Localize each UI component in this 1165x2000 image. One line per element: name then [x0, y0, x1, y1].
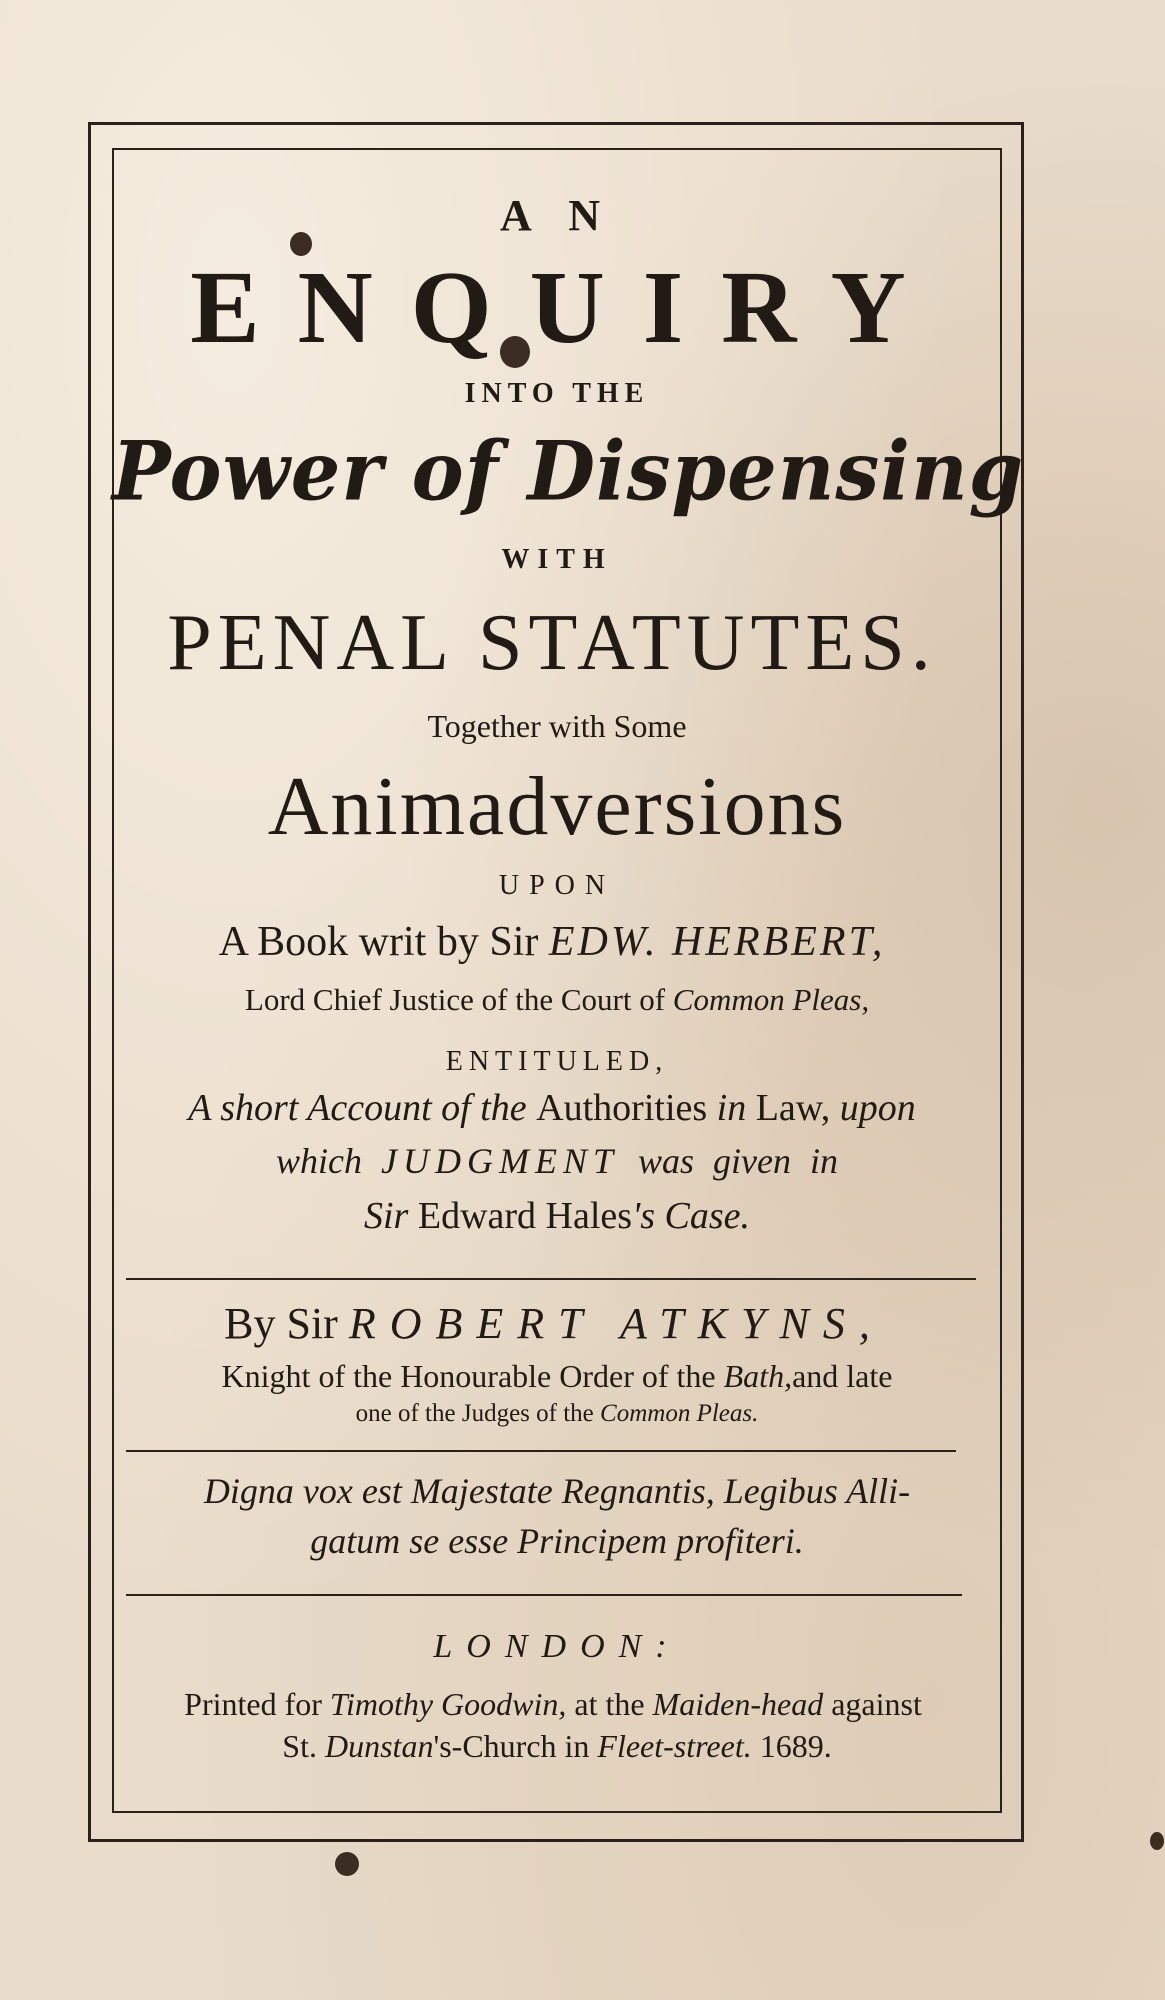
heading-penal-statutes: PENAL STATUTES. — [167, 599, 937, 687]
knight-a: Knight of the Honourable Order of the — [221, 1358, 724, 1394]
sir-a: Sir — [364, 1195, 418, 1237]
book-prefix: A Book writ by Sir — [218, 919, 549, 965]
divider — [126, 1278, 976, 1280]
printed-b: Timothy Goodwin, — [329, 1686, 567, 1722]
printed-e: against — [823, 1686, 922, 1722]
divider — [126, 1450, 956, 1452]
heading-with: WITH — [501, 544, 613, 575]
imprint-city: LONDON: — [433, 1628, 681, 1665]
short-e: upon — [830, 1087, 916, 1129]
knight-line — [112, 1358, 1002, 1395]
knight-c: and late — [792, 1358, 893, 1394]
short-account-line — [102, 1086, 1002, 1130]
dunstan-b: Dunstan — [324, 1728, 434, 1764]
sir-b: Edward Hales — [417, 1195, 633, 1237]
sir-c: 's Case. — [632, 1195, 750, 1237]
book-line — [102, 918, 1002, 966]
judges-a: one of the Judges of the — [355, 1400, 601, 1427]
imprint-printed-line — [104, 1686, 1002, 1723]
dunstan-c: 's-Church in — [433, 1728, 598, 1764]
motto-line-2: gatum se esse Principem profiteri. — [310, 1521, 804, 1561]
foxing-spot — [1150, 1832, 1164, 1850]
dunstan-a: St. — [282, 1728, 325, 1764]
which-c: was given in — [619, 1141, 838, 1181]
judges-line — [112, 1400, 1002, 1428]
heading-power-of-dispensing: Power of Dispensing — [112, 423, 1025, 520]
heading-enquiry: ENQUIRY — [190, 250, 944, 365]
dunstan-d: Fleet-street. — [597, 1728, 752, 1764]
by-author-line — [106, 1298, 1002, 1349]
entituled: ENTITULED, — [445, 1046, 669, 1077]
judgment-line — [112, 1140, 1002, 1182]
foxing-spot — [335, 1852, 359, 1876]
title-page-text — [112, 148, 1025, 1813]
divider — [126, 1594, 962, 1596]
heading-upon: UPON — [498, 870, 616, 901]
by-prefix: By Sir — [224, 1299, 349, 1348]
printed-d: Maiden-head — [652, 1686, 824, 1722]
by-author: ROBERT ATKYNS, — [348, 1299, 884, 1348]
which-a: which — [276, 1141, 382, 1181]
motto-line-1: Digna vox est Majestate Regnantis, Legibus Alli- — [203, 1471, 911, 1511]
printed-c: at the — [566, 1686, 653, 1722]
imprint-address-line — [112, 1728, 1002, 1765]
hales-case-line — [112, 1194, 1002, 1238]
lord-line — [112, 982, 1002, 1018]
lord-prefix: Lord Chief Justice of the Court of — [244, 982, 673, 1017]
heading-together: Together with Some — [427, 708, 687, 744]
short-a: A short Account of the — [188, 1087, 537, 1129]
heading-into-the: INTO THE — [464, 378, 650, 409]
short-b: Authorities — [536, 1087, 708, 1129]
which-b: JUDGMENT — [381, 1141, 619, 1181]
dunstan-e: 1689. — [751, 1728, 832, 1764]
printed-a: Printed for — [184, 1686, 330, 1722]
knight-b: Bath, — [723, 1358, 793, 1394]
short-d: Law, — [755, 1087, 831, 1129]
lord-court: Common Pleas, — [672, 982, 870, 1017]
heading-animadversions: Animadversions — [267, 760, 847, 853]
judges-b: Common Pleas. — [600, 1400, 759, 1427]
book-author: EDW. HERBERT, — [548, 919, 886, 965]
heading-an: A N — [499, 191, 615, 240]
short-c: in — [707, 1087, 756, 1129]
